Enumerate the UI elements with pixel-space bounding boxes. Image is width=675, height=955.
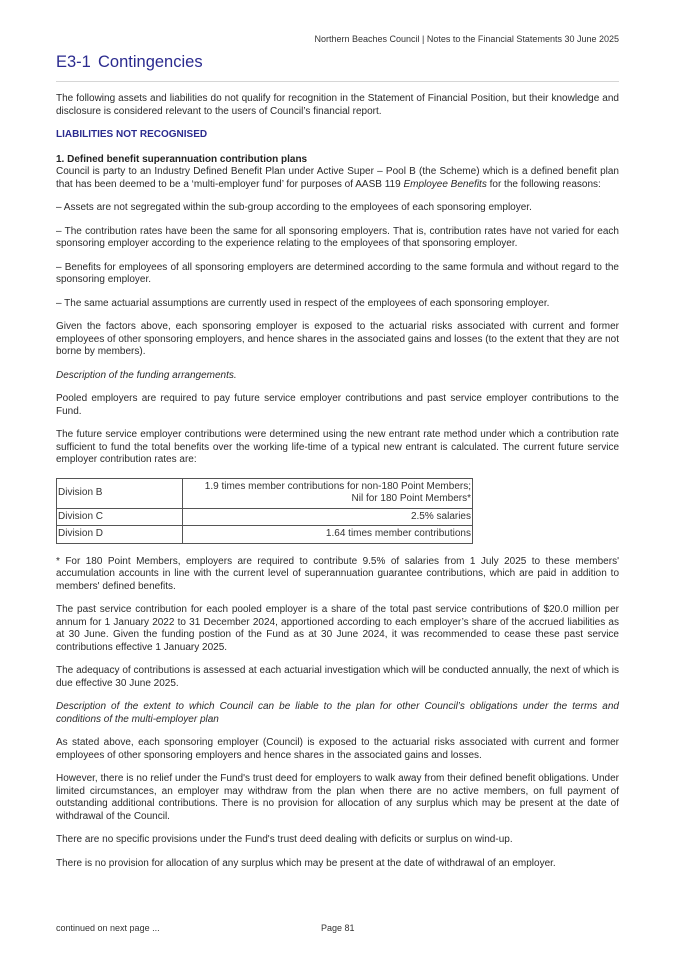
scheme-text-end: for the following reasons: — [486, 178, 601, 190]
division-cell: Division D — [57, 526, 183, 544]
funding-paragraph: Pooled employers are required to pay future service employer contributions and past service employer contributions to the Fund. — [56, 393, 619, 417]
adequacy-paragraph: The adequacy of contributions is assessed at each actuarial investigation which will be conducted annually, the next of which is due effective 30 June 2025. — [56, 665, 619, 689]
liability-heading: Description of the extent to which Council can be liable to the plan for other Council’s obligations under the terms and conditions of the multi-employer plan — [56, 701, 619, 725]
contribution-rates-table — [56, 478, 473, 544]
subsection-heading: 1. Defined benefit superannuation contribution plans — [56, 153, 308, 165]
liability-paragraph: There is no provision for allocation of any surplus which may be present at the date of withdrawal of an employer. — [56, 857, 556, 869]
rate-cell: 1.64 times member contributions — [183, 526, 473, 544]
rate-cell — [183, 478, 473, 508]
scheme-text: Council is party to an Industry Defined Benefit Plan under Active Super – Pool B (the Scheme) which is a defined benefit plan that has been deemed to be a ‘multi-employer fund’ for purposes of AASB 119 — [56, 166, 619, 190]
reason-item: – The contribution rates have been the same for all sponsoring employers. That is, contribution rates have not varied for each sponsoring employer according to the experience relating to the employees of that sponsoring employer. — [56, 225, 619, 249]
reason-item: – Assets are not segregated within the sub-group according to the employees of each sponsoring employer. — [56, 202, 532, 213]
intro-paragraph: The following assets and liabilities do not qualify for recognition in the Statement of Financial Position, but their knowledge and disclosure is considered relevant to the users of Council’s financial report. — [56, 93, 619, 117]
past-service-paragraph: The past service contribution for each pooled employer is a share of the total past service contributions of $20.0 million per annum for 1 January 2022 to 31 December 2024, apportioned according to each employer’s share of the accrued liabilities as at 30 June. Given the funding postion of the Fund as at 30 June 2024, it was recommended to cease these past service contributions effective 1 January 2025. — [56, 604, 619, 653]
footnote-paragraph: * For 180 Point Members, employers are required to contribute 9.5% of salaries from 1 July 2025 to these members' accumulation accounts in line with the current level of superannuation guarantee contributions, which are paid in addition to members' defined benefits. — [56, 555, 619, 592]
document-body — [56, 93, 619, 881]
running-header: Northern Beaches Council | Notes to the Financial Statements 30 June 2025 — [314, 34, 619, 44]
reason-item: – Benefits for employees of all sponsoring employers are determined according to the same formula and without regard to the sponsoring employer. — [56, 261, 619, 285]
liability-paragraph: There are no specific provisions under the Fund's trust deed dealing with deficits or surplus on wind-up. — [56, 834, 513, 845]
section-title: Contingencies — [98, 53, 203, 71]
liability-paragraph: However, there is no relief under the Fund's trust deed for employers to walk away from their defined benefit obligations. Under limited circumstances, an employer may withdraw from the plan when there are no active members, on full payment of outstanding additional contributions. There is no provision for allocation of any surplus which may be present at the date of withdrawal of the Council. — [56, 773, 619, 822]
section-number: E3-1 — [56, 53, 91, 71]
given-factors-paragraph: Given the factors above, each sponsoring employer is exposed to the actuarial risks associated with current and former employees of other sponsoring employers, and hence shares in the associated gains and losses (to the extent that they are not borne by members). — [56, 321, 619, 357]
funding-paragraph: The future service employer contributions were determined using the new entrant rate method under which a contribution rate sufficient to fund the total benefits over the working life-time of a typical new entrant is calculated. The current future service employer contribution rates are: — [56, 429, 619, 465]
rate-cell: 2.5% salaries — [183, 508, 473, 526]
page-number: Page 81 — [321, 923, 355, 933]
reason-item: – The same actuarial assumptions are currently used in respect of the employees of each sponsoring employer. — [56, 297, 550, 309]
rate-line: Nil for 180 Point Members* — [351, 493, 471, 504]
table-row — [57, 508, 473, 526]
standard-name: Employee Benefits — [403, 178, 487, 190]
page-title — [56, 53, 203, 72]
table-row — [57, 478, 473, 508]
rate-line: 1.9 times member contributions for non-180 Point Members; — [204, 480, 471, 492]
scheme-paragraph — [56, 166, 619, 191]
division-cell: Division C — [57, 508, 183, 526]
continued-note: continued on next page ... — [56, 923, 160, 933]
title-divider — [56, 81, 619, 82]
funding-heading: Description of the funding arrangements. — [56, 369, 237, 381]
division-cell: Division B — [57, 478, 183, 508]
liability-paragraph: As stated above, each sponsoring employer (Council) is exposed to the actuarial risks associated with current and former employees of other sponsoring employers and hence shares in the associated gains and losses. — [56, 737, 619, 761]
table-row — [57, 526, 473, 544]
section-heading: LIABILITIES NOT RECOGNISED — [56, 129, 208, 140]
